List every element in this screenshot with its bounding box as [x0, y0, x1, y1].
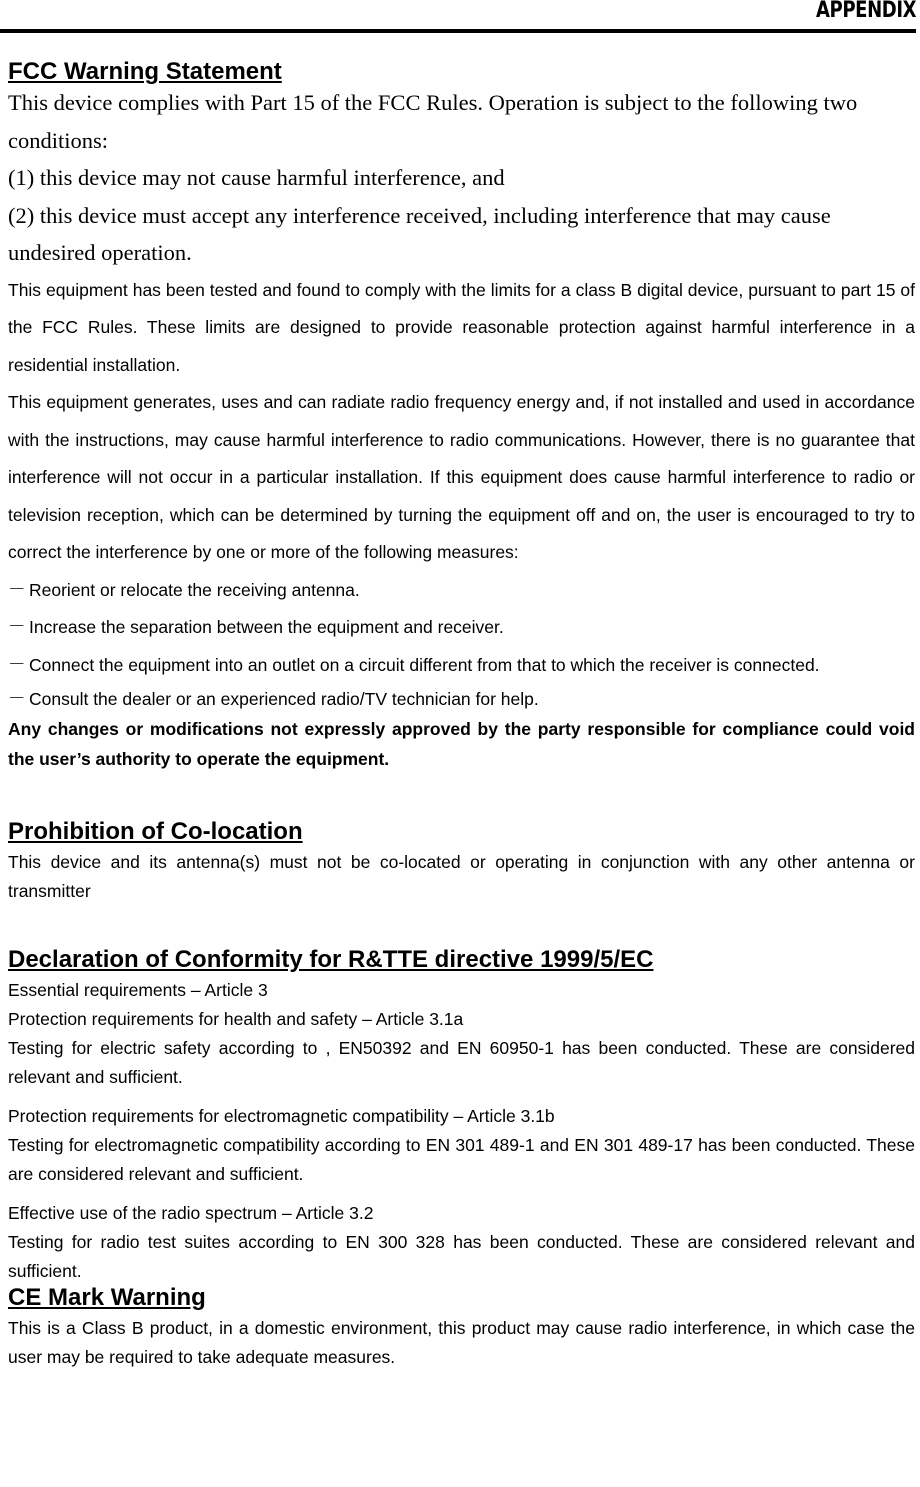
list-item — [8, 684, 915, 714]
colocation-heading: Prohibition of Co-location — [8, 818, 303, 845]
measure-text: Consult the dealer or an experienced radio/TV technician for help. — [29, 689, 539, 709]
list-item — [8, 647, 915, 685]
doc-spectrum-text: Testing for radio test suites according to EN 300 328 has been conducted. These are considered relevant and sufficient. — [8, 1232, 915, 1281]
page-header — [0, 0, 916, 33]
ce-heading: CE Mark Warning — [8, 1284, 206, 1311]
doc-essential: Essential requirements – Article 3 — [8, 980, 268, 1000]
fcc-paragraph-1: This equipment has been tested and found to comply with the limits for a class B digital device, pursuant to part 15 of the FCC Rules. These limits are designed to provide reasonable protection against harmful interference in a residential installation. — [8, 279, 915, 375]
list-item — [8, 572, 915, 610]
measure-text: Connect the equipment into an outlet on a circuit different from that to which the receiver is connected. — [29, 654, 820, 675]
measure-text: Reorient or relocate the receiving antenna. — [29, 579, 360, 600]
dash-bullet-icon: － — [8, 654, 26, 675]
colocation-text: This device and its antenna(s) must not be co-located or operating in conjunction with any other antenna or transmitter — [8, 852, 915, 901]
fcc-heading: FCC Warning Statement — [8, 58, 282, 85]
measures-list — [8, 572, 915, 715]
fcc-condition-1: (1) this device may not cause harmful interference, and — [8, 165, 505, 190]
dash-bullet-icon: － — [8, 579, 26, 600]
fcc-intro: This device complies with Part 15 of the FCC Rules. Operation is subject to the following two conditions: — [8, 90, 858, 153]
appendix-label: APPENDIX — [815, 0, 916, 23]
doc-emc-title: Protection requirements for electromagnetic compatibility – Article 3.1b — [8, 1106, 555, 1126]
doc-heading: Declaration of Conformity for R&TTE directive 1999/5/EC — [8, 946, 654, 973]
doc-emc-text: Testing for electromagnetic compatibility according to EN 301 489-1 and EN 301 489-17 has been conducted. These are considered relevant and sufficient. — [8, 1135, 915, 1184]
page-content — [8, 56, 915, 1372]
dash-bullet-icon: － — [8, 689, 26, 709]
list-item — [8, 609, 915, 647]
measure-text: Increase the separation between the equipment and receiver. — [29, 617, 504, 637]
fcc-condition-2: (2) this device must accept any interference received, including interference that may cause undesired operation. — [8, 202, 831, 265]
ce-text: This is a Class B product, in a domestic environment, this product may cause radio interference, in which case the user may be required to take adequate measures. — [8, 1318, 915, 1367]
fcc-warning: Any changes or modifications not expressly approved by the party responsible for compliance could void the user’s authority to operate the equipment. — [8, 719, 915, 769]
dash-bullet-icon: － — [8, 617, 26, 637]
doc-spectrum-title: Effective use of the radio spectrum – Article 3.2 — [8, 1203, 374, 1223]
doc-health-title: Protection requirements for health and safety – Article 3.1a — [8, 1009, 464, 1029]
doc-health-text: Testing for electric safety according to , EN50392 and EN 60950-1 has been conducted. These are considered relevant and sufficient. — [8, 1038, 915, 1087]
fcc-paragraph-2: This equipment generates, uses and can radiate radio frequency energy and, if not installed and used in accordance with the instructions, may cause harmful interference to radio communications. However, there is no guarantee that interference will not occur in a particular installation. If this equipment does cause harmful interference to radio or television reception, which can be determined by turning the equipment off and on, the user is encouraged to try to correct the interference by one or more of the following measures: — [8, 392, 915, 562]
